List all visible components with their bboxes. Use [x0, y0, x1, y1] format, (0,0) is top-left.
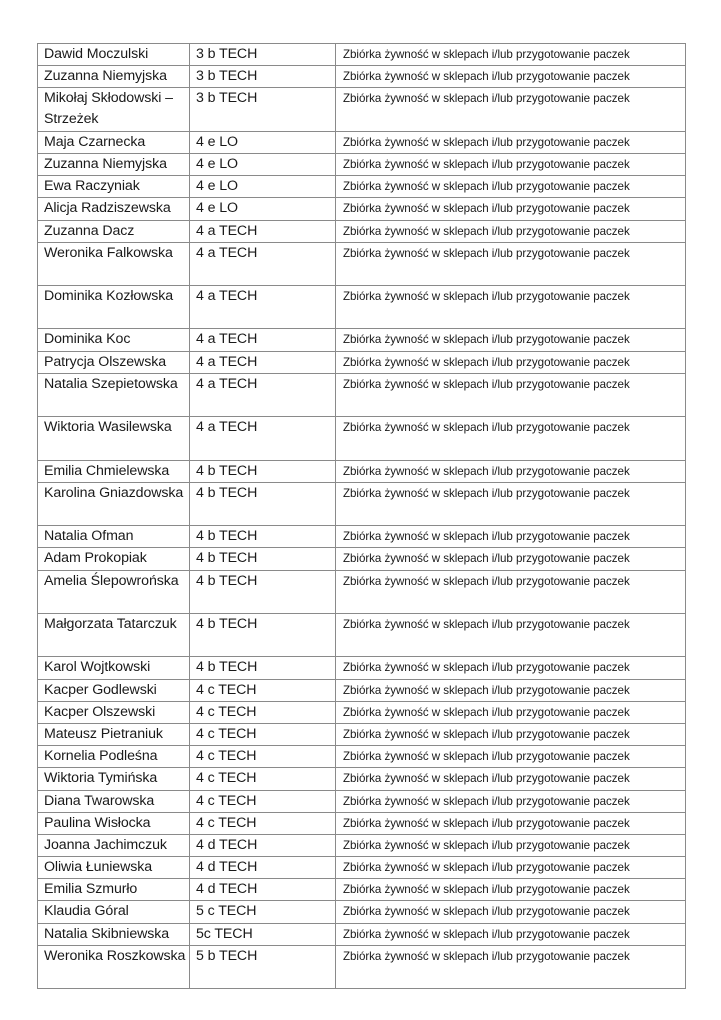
table-row [38, 131, 686, 153]
task-cell: Zbiórka żywność w sklepach i/lub przygotowanie paczek [336, 176, 686, 198]
task-cell: Zbiórka żywność w sklepach i/lub przygotowanie paczek [336, 812, 686, 834]
task-cell: Zbiórka żywność w sklepach i/lub przygotowanie paczek [336, 198, 686, 220]
table-row [38, 526, 686, 548]
student-name-cell: Weronika Roszkowska [38, 945, 190, 988]
student-name-cell: Klaudia Góral [38, 901, 190, 923]
student-name-cell: Wiktoria Wasilewska [38, 417, 190, 460]
task-cell: Zbiórka żywność w sklepach i/lub przygotowanie paczek [336, 548, 686, 570]
student-name-cell: Emilia Szmurło [38, 879, 190, 901]
student-name-cell: Ewa Raczyniak [38, 176, 190, 198]
student-name-cell: Zuzanna Niemyjska [38, 153, 190, 175]
table-row [38, 657, 686, 679]
task-cell: Zbiórka żywność w sklepach i/lub przygotowanie paczek [336, 526, 686, 548]
class-cell: 4 c TECH [190, 746, 336, 768]
student-name-cell: Alicja Radziszewska [38, 198, 190, 220]
task-cell: Zbiórka żywność w sklepach i/lub przygotowanie paczek [336, 834, 686, 856]
task-cell: Zbiórka żywność w sklepach i/lub przygotowanie paczek [336, 373, 686, 416]
class-cell: 4 b TECH [190, 526, 336, 548]
student-name-cell: Paulina Wisłocka [38, 812, 190, 834]
volunteer-table-body [38, 44, 686, 989]
table-row [38, 701, 686, 723]
student-name-cell: Weronika Falkowska [38, 242, 190, 285]
student-name-cell: Amelia Ślepowrońska [38, 570, 190, 613]
task-cell: Zbiórka żywność w sklepach i/lub przygotowanie paczek [336, 88, 686, 131]
class-cell: 4 a TECH [190, 286, 336, 329]
class-cell: 4 d TECH [190, 857, 336, 879]
student-name-cell: Oliwia Łuniewska [38, 857, 190, 879]
task-cell: Zbiórka żywność w sklepach i/lub przygotowanie paczek [336, 679, 686, 701]
volunteer-table [37, 43, 686, 989]
table-row [38, 351, 686, 373]
table-row [38, 812, 686, 834]
class-cell: 4 a TECH [190, 242, 336, 285]
student-name-cell: Natalia Szepietowska [38, 373, 190, 416]
student-name-cell: Kornelia Podleśna [38, 746, 190, 768]
class-cell: 4 c TECH [190, 701, 336, 723]
student-name-cell: Patrycja Olszewska [38, 351, 190, 373]
class-cell: 4 b TECH [190, 482, 336, 525]
table-row [38, 66, 686, 88]
task-cell: Zbiórka żywność w sklepach i/lub przygotowanie paczek [336, 351, 686, 373]
table-row [38, 176, 686, 198]
class-cell: 4 c TECH [190, 723, 336, 745]
task-cell: Zbiórka żywność w sklepach i/lub przygotowanie paczek [336, 417, 686, 460]
table-row [38, 286, 686, 329]
task-cell: Zbiórka żywność w sklepach i/lub przygotowanie paczek [336, 66, 686, 88]
table-row [38, 857, 686, 879]
student-name-cell: Wiktoria Tymińska [38, 768, 190, 790]
table-row [38, 242, 686, 285]
class-cell: 4 a TECH [190, 417, 336, 460]
student-name-cell: Dominika Koc [38, 329, 190, 351]
task-cell: Zbiórka żywność w sklepach i/lub przygotowanie paczek [336, 482, 686, 525]
table-row [38, 548, 686, 570]
task-cell: Zbiórka żywność w sklepach i/lub przygotowanie paczek [336, 857, 686, 879]
task-cell: Zbiórka żywność w sklepach i/lub przygotowanie paczek [336, 286, 686, 329]
student-name-cell: Dominika Kozłowska [38, 286, 190, 329]
student-name-cell: Natalia Ofman [38, 526, 190, 548]
task-cell: Zbiórka żywność w sklepach i/lub przygotowanie paczek [336, 879, 686, 901]
task-cell: Zbiórka żywność w sklepach i/lub przygotowanie paczek [336, 790, 686, 812]
class-cell: 4 b TECH [190, 657, 336, 679]
task-cell: Zbiórka żywność w sklepach i/lub przygotowanie paczek [336, 460, 686, 482]
document-page [37, 43, 685, 989]
task-cell: Zbiórka żywność w sklepach i/lub przygotowanie paczek [336, 657, 686, 679]
table-row [38, 723, 686, 745]
table-row [38, 901, 686, 923]
table-row [38, 768, 686, 790]
class-cell: 5 b TECH [190, 945, 336, 988]
table-row [38, 153, 686, 175]
task-cell: Zbiórka żywność w sklepach i/lub przygotowanie paczek [336, 746, 686, 768]
class-cell: 4 a TECH [190, 329, 336, 351]
task-cell: Zbiórka żywność w sklepach i/lub przygotowanie paczek [336, 131, 686, 153]
student-name-cell: Karolina Gniazdowska [38, 482, 190, 525]
table-row [38, 373, 686, 416]
class-cell: 4 c TECH [190, 679, 336, 701]
table-row [38, 44, 686, 66]
class-cell: 4 b TECH [190, 613, 336, 656]
student-name-cell: Natalia Skibniewska [38, 923, 190, 945]
class-cell: 4 e LO [190, 176, 336, 198]
table-row [38, 88, 686, 131]
table-row [38, 220, 686, 242]
task-cell: Zbiórka żywność w sklepach i/lub przygotowanie paczek [336, 901, 686, 923]
task-cell: Zbiórka żywność w sklepach i/lub przygotowanie paczek [336, 923, 686, 945]
task-cell: Zbiórka żywność w sklepach i/lub przygotowanie paczek [336, 768, 686, 790]
student-name-cell: Mateusz Pietraniuk [38, 723, 190, 745]
class-cell: 4 e LO [190, 131, 336, 153]
table-row [38, 417, 686, 460]
table-row [38, 679, 686, 701]
student-name-cell: Dawid Moczulski [38, 44, 190, 66]
class-cell: 3 b TECH [190, 66, 336, 88]
table-row [38, 570, 686, 613]
class-cell: 3 b TECH [190, 44, 336, 66]
task-cell: Zbiórka żywność w sklepach i/lub przygotowanie paczek [336, 945, 686, 988]
student-name-cell: Mikołaj Skłodowski – Strzeżek [38, 88, 190, 131]
student-name-cell: Karol Wojtkowski [38, 657, 190, 679]
class-cell: 4 c TECH [190, 790, 336, 812]
class-cell: 4 d TECH [190, 879, 336, 901]
student-name-cell: Kacper Olszewski [38, 701, 190, 723]
table-row [38, 746, 686, 768]
class-cell: 5c TECH [190, 923, 336, 945]
student-name-cell: Emilia Chmielewska [38, 460, 190, 482]
class-cell: 4 b TECH [190, 548, 336, 570]
student-name-cell: Adam Prokopiak [38, 548, 190, 570]
task-cell: Zbiórka żywność w sklepach i/lub przygotowanie paczek [336, 242, 686, 285]
table-row [38, 945, 686, 988]
task-cell: Zbiórka żywność w sklepach i/lub przygotowanie paczek [336, 570, 686, 613]
class-cell: 4 e LO [190, 198, 336, 220]
task-cell: Zbiórka żywność w sklepach i/lub przygotowanie paczek [336, 613, 686, 656]
table-row [38, 923, 686, 945]
task-cell: Zbiórka żywność w sklepach i/lub przygotowanie paczek [336, 723, 686, 745]
student-name-cell: Maja Czarnecka [38, 131, 190, 153]
class-cell: 4 b TECH [190, 570, 336, 613]
student-name-cell: Joanna Jachimczuk [38, 834, 190, 856]
task-cell: Zbiórka żywność w sklepach i/lub przygotowanie paczek [336, 701, 686, 723]
student-name-cell: Zuzanna Niemyjska [38, 66, 190, 88]
table-row [38, 460, 686, 482]
task-cell: Zbiórka żywność w sklepach i/lub przygotowanie paczek [336, 329, 686, 351]
class-cell: 4 c TECH [190, 812, 336, 834]
student-name-cell: Małgorzata Tatarczuk [38, 613, 190, 656]
table-row [38, 879, 686, 901]
student-name-cell: Diana Twarowska [38, 790, 190, 812]
class-cell: 3 b TECH [190, 88, 336, 131]
table-row [38, 329, 686, 351]
class-cell: 4 d TECH [190, 834, 336, 856]
table-row [38, 482, 686, 525]
class-cell: 4 e LO [190, 153, 336, 175]
class-cell: 4 a TECH [190, 373, 336, 416]
class-cell: 4 a TECH [190, 220, 336, 242]
table-row [38, 790, 686, 812]
table-row [38, 613, 686, 656]
student-name-cell: Zuzanna Dacz [38, 220, 190, 242]
task-cell: Zbiórka żywność w sklepach i/lub przygotowanie paczek [336, 44, 686, 66]
task-cell: Zbiórka żywność w sklepach i/lub przygotowanie paczek [336, 153, 686, 175]
table-row [38, 834, 686, 856]
task-cell: Zbiórka żywność w sklepach i/lub przygotowanie paczek [336, 220, 686, 242]
table-row [38, 198, 686, 220]
class-cell: 4 b TECH [190, 460, 336, 482]
class-cell: 4 a TECH [190, 351, 336, 373]
student-name-cell: Kacper Godlewski [38, 679, 190, 701]
class-cell: 4 c TECH [190, 768, 336, 790]
class-cell: 5 c TECH [190, 901, 336, 923]
